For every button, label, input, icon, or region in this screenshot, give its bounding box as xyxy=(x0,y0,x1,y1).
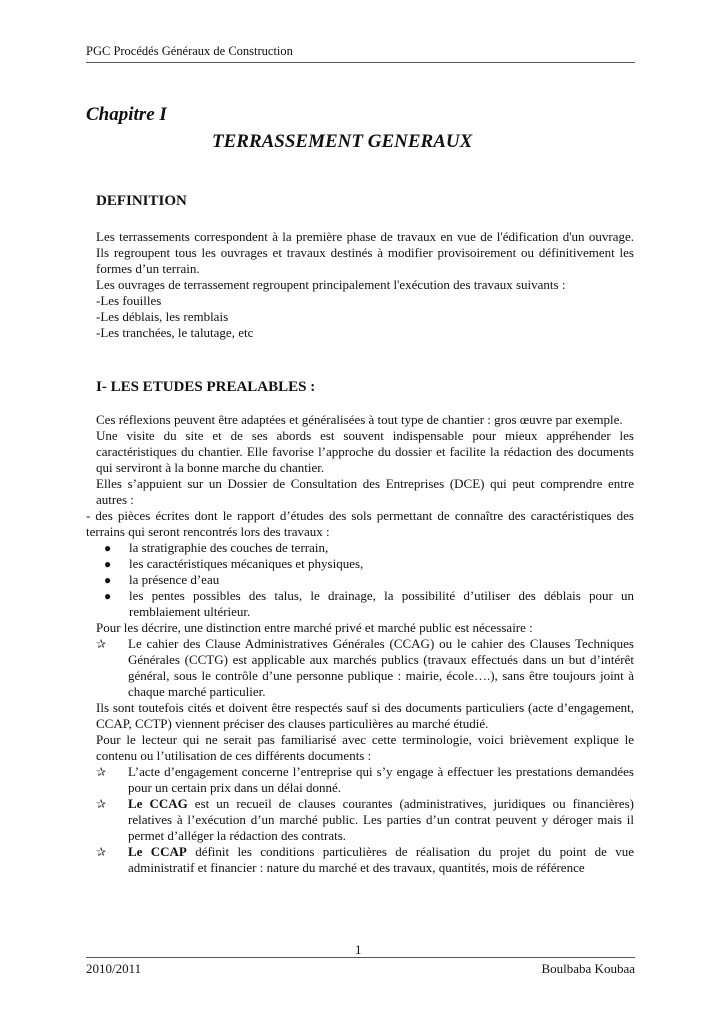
paragraph: Les terrassements correspondent à la première phase de travaux en vue de l'édification d'un ouvrage. Ils regroupent tous les ouvrages et travaux destinés à modifier provisoirement ou définitivement les formes d’un terrain. xyxy=(96,229,634,276)
list-item: -Les fouilles xyxy=(96,293,162,308)
paragraph: Ils sont toutefois cités et doivent être respectés sauf si des documents particuliers (acte d’engagement, CCAP, CCTP) viennent préciser des clauses particulières au marché étudié. xyxy=(96,700,634,731)
paragraph: Une visite du site et de ses abords est souvent indispensable pour mieux appréhender les caractéristiques du chantier. Elle favorise l’approche du dossier et facilite la rédaction des documents qui serviront à la bonne marche du chantier. xyxy=(96,428,634,475)
footer-author: Boulbaba Koubaa xyxy=(541,961,635,976)
star-icon: ✰ xyxy=(96,765,107,779)
star-item: ✰ L’acte d’engagement concerne l’entreprise qui s’y engage à effectuer les prestations demandées pour un certain prix dans un délai donné. xyxy=(96,764,634,795)
paragraph: Ces réflexions peuvent être adaptées et généralisées à tout type de chantier : gros œuvre par exemple. xyxy=(96,412,623,427)
page-footer xyxy=(86,957,635,977)
star-icon: ✰ xyxy=(96,637,107,651)
star-item: ✰ Le CCAG est un recueil de clauses courantes (administratives, juridiques ou financières) relatives à l’exécution d’un marché public. Les parties d’un contrat peuvent y déroger mais il permet d’alléger la rédaction des contrats. xyxy=(96,796,634,843)
star-icon: ✰ xyxy=(96,797,107,811)
bullet-icon: ● xyxy=(104,573,112,587)
bullet-icon: ● xyxy=(104,541,112,555)
page-number: 1 xyxy=(355,942,362,957)
list-item: -Les tranchées, le talutage, etc xyxy=(96,325,254,340)
paragraph: Pour les décrire, une distinction entre marché privé et marché public est nécessaire : xyxy=(96,620,533,635)
section-heading-definition: DEFINITION xyxy=(96,193,187,209)
chapter-title: TERRASSEMENT GENERAUX xyxy=(212,131,473,152)
star-item: ✰ Le cahier des Clause Administratives Générales (CCAG) ou le cahier des Clauses Techniques Générales (CCTG) est applicable aux marchés publics (travaux effectués dans un but d’intérêt général, sous le contrôle d’une personne publique : mairie, école….), sans être toujours joint à chaque marché particulier. xyxy=(96,636,634,699)
bullet-item: ● la stratigraphie des couches de terrain, xyxy=(104,540,329,555)
bullet-item: ● les pentes possibles des talus, le drainage, la possibilité d’utiliser des déblais pour un remblaiement ultérieur. xyxy=(104,588,634,619)
bullet-item: ● les caractéristiques mécaniques et physiques, xyxy=(104,556,364,571)
paragraph: Pour le lecteur qui ne serait pas familiarisé avec cette terminologie, voici brièvement explique le contenu ou l’utilisation de ces différents documents : xyxy=(96,732,634,763)
paragraph: - des pièces écrites dont le rapport d’études des sols permettant de connaître des caractéristiques des terrains qui seront rencontrés lors des travaux : xyxy=(86,508,634,539)
paragraph: Elles s’appuient sur un Dossier de Consultation des Entreprises (DCE) qui peut comprendre entre autres : xyxy=(96,476,634,507)
bullet-icon: ● xyxy=(104,589,112,603)
page-header: PGC Procédés Généraux de Construction xyxy=(86,44,635,63)
bullet-icon: ● xyxy=(104,557,112,571)
chapter-label: Chapitre I xyxy=(86,104,167,125)
paragraph: Les ouvrages de terrassement regroupent principalement l'exécution des travaux suivants : xyxy=(96,277,566,292)
section-heading-etudes: I- LES ETUDES PREALABLES : xyxy=(96,379,316,395)
star-item: ✰ Le CCAP définit les conditions particulières de réalisation du projet du point de vue administratif et financier : nature du marché et des travaux, quantités, mois de référence xyxy=(96,844,634,875)
list-item: -Les déblais, les remblais xyxy=(96,309,229,324)
bullet-item: ● la présence d’eau xyxy=(104,572,220,587)
document-body xyxy=(86,193,634,876)
footer-year: 2010/2011 xyxy=(86,961,142,976)
star-icon: ✰ xyxy=(96,845,107,859)
